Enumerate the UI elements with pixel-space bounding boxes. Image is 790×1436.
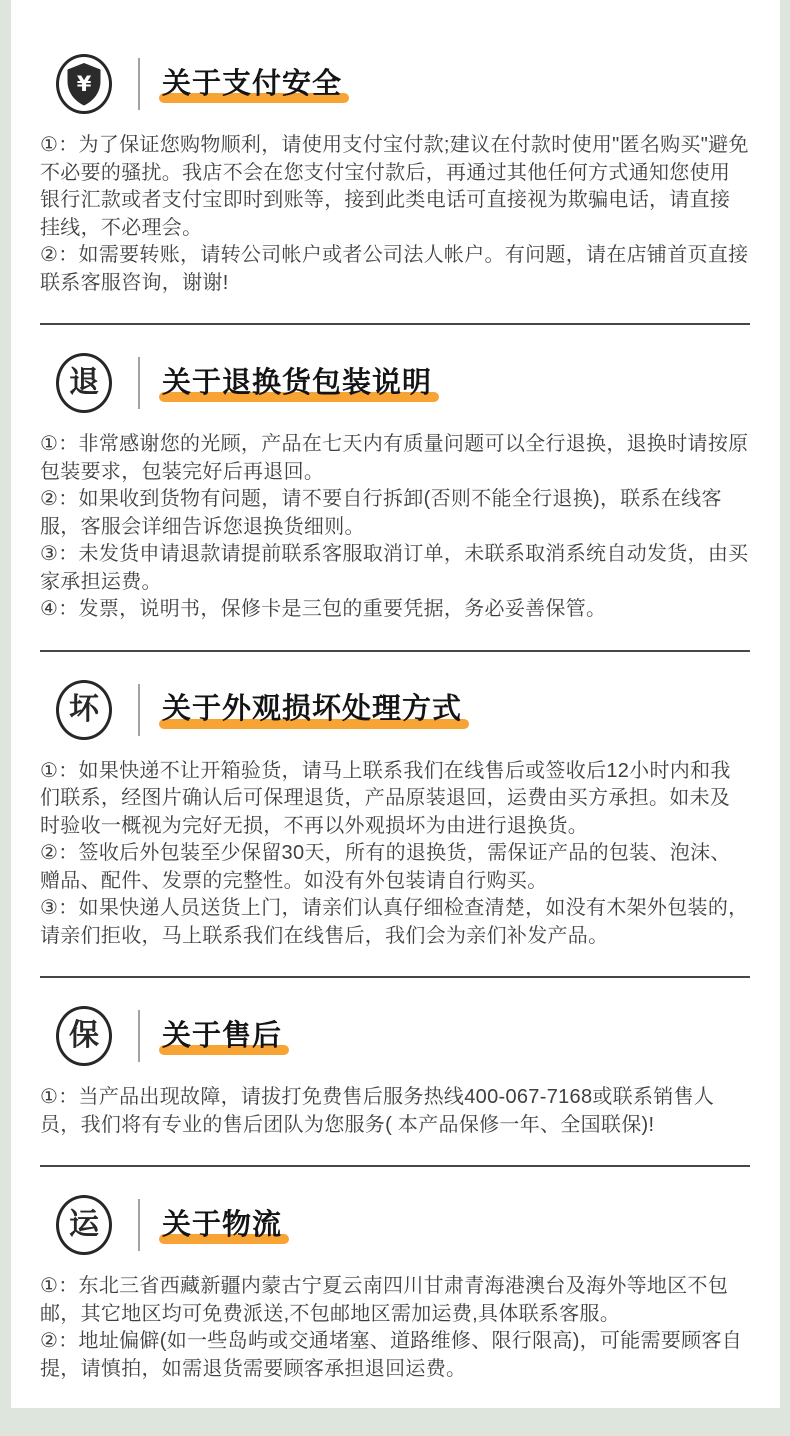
- section-title: [162, 1019, 282, 1054]
- section-body: [40, 1273, 750, 1408]
- svg-text:¥: ¥: [76, 72, 92, 96]
- policy-paragraph: ③：如果快递人员送货上门，请亲们认真仔细检查清楚，如没有木架外包装的，请亲们拒收，马上联系我们在线售后，我们会为亲们补发产品。: [40, 897, 749, 947]
- policy-paragraph: ②：地址偏僻(如一些岛屿或交通堵塞、道路维修、限行限高)，可能需要顾客自提，请慎拍，如需退货需要顾客承担退回运费。: [40, 1330, 743, 1380]
- section-return-packaging: [40, 325, 750, 652]
- section-header: [40, 353, 750, 413]
- section-title: [162, 1208, 282, 1243]
- section-body: [40, 758, 750, 977]
- section-title-text: 关于物流: [162, 1208, 283, 1241]
- section-body: [40, 132, 750, 323]
- section-header: [40, 1195, 750, 1255]
- header-divider-bar: [138, 357, 140, 409]
- warranty-circle-icon: [56, 1006, 112, 1066]
- header-divider-bar: [138, 1010, 140, 1062]
- section-payment-security: [40, 0, 750, 325]
- section-title-text: 关于售后: [162, 1019, 283, 1052]
- header-divider-bar: [138, 684, 140, 736]
- policy-paragraph: ④：发票，说明书，保修卡是三包的重要凭据，务必妥善保管。: [40, 598, 607, 620]
- policy-paragraph: ①：非常感谢您的光顾，产品在七天内有质量问题可以全行退换，退换时请按原包装要求，包装完好后再退回。: [40, 433, 749, 483]
- section-header: [40, 680, 750, 740]
- section-title: [162, 67, 342, 102]
- section-header: [40, 54, 750, 114]
- policy-paragraph: ①：当产品出现故障，请拔打免费售后服务热线400-067-7168或联系销售人员，我们将有专业的售后团队为您服务( 本产品保修一年、全国联保)!: [40, 1086, 715, 1136]
- policy-paragraph: ②：如需要转账，请转公司帐户或者公司法人帐户。有问题，请在店铺首页直接联系客服咨询，谢谢!: [40, 244, 749, 294]
- section-after-sales: [40, 978, 750, 1167]
- header-divider-bar: [138, 58, 140, 110]
- icon-character: 退: [69, 366, 99, 399]
- section-title-text: 关于外观损坏处理方式: [162, 693, 463, 726]
- section-appearance-damage: [40, 652, 750, 979]
- section-title: [162, 366, 432, 401]
- shipping-circle-icon: [56, 1195, 112, 1255]
- icon-character: 保: [69, 1019, 99, 1052]
- policy-paragraph: ②：如果收到货物有问题，请不要自行拆卸(否则不能全行退换)，联系在线客服，客服会详细告诉您退换货细则。: [40, 488, 722, 538]
- icon-character: 运: [69, 1208, 99, 1241]
- section-title-text: 关于支付安全: [162, 67, 343, 100]
- policy-card: [11, 0, 780, 1408]
- policy-paragraph: ③：未发货申请退款请提前联系客服取消订单，未联系取消系统自动发货，由买家承担运费。: [40, 543, 749, 593]
- policy-paragraph: ②：签收后外包装至少保留30天，所有的退换货，需保证产品的包装、泡沫、赠品、配件、发票的完整性。如没有外包装请自行购买。: [40, 842, 731, 892]
- policy-paragraph: ①：东北三省西藏新疆内蒙古宁夏云南四川甘肃青海港澳台及海外等地区不包邮，其它地区均可免费派送,不包邮地区需加运费,具体联系客服。: [40, 1275, 729, 1325]
- section-logistics: [40, 1167, 750, 1408]
- section-body: [40, 1084, 750, 1165]
- policy-paragraph: ①：为了保证您购物顺利，请使用支付宝付款;建议在付款时使用"匿名购买"避免不必要的骚扰。我店不会在您支付宝付款后，再通过其他任何方式通知您使用银行汇款或者支付宝即时到账等，接到此类电话可直接视为欺骗电话，请直接挂线，不必理会。: [40, 134, 749, 239]
- header-divider-bar: [138, 1199, 140, 1251]
- section-title: [162, 692, 462, 727]
- return-circle-icon: [56, 353, 112, 413]
- damage-circle-icon: [56, 680, 112, 740]
- section-body: [40, 431, 750, 650]
- policy-paragraph: ①：如果快递不让开箱验货，请马上联系我们在线售后或签收后12小时内和我们联系，经图片确认后可保理退货，产品原装退回，运费由买方承担。如未及时验收一概视为完好无损，不再以外观损坏为由进行退换货。: [40, 759, 731, 837]
- shield-yen-icon: [56, 54, 112, 114]
- section-title-text: 关于退换货包装说明: [162, 366, 433, 399]
- section-header: [40, 1006, 750, 1066]
- icon-character: 坏: [69, 692, 99, 726]
